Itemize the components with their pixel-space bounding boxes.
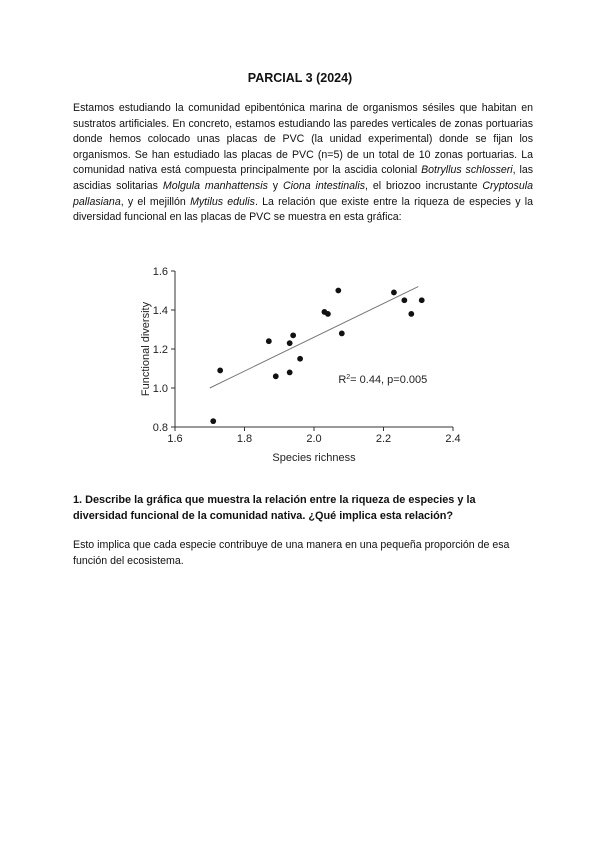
answer-1: Esto implica que cada especie contribuye de una manera en una pequeña proporción de esa función del ecosistema. bbox=[73, 539, 510, 567]
data-point bbox=[419, 297, 425, 303]
annotation-stats: = 0.44, p=0.005 bbox=[350, 374, 428, 387]
data-point bbox=[335, 288, 341, 294]
data-point bbox=[210, 418, 216, 424]
intro-text-5: , y el mejillón bbox=[120, 195, 191, 208]
chart-points bbox=[210, 288, 424, 424]
intro-text-2: , las ascidias solitarias bbox=[73, 164, 534, 192]
data-point bbox=[290, 332, 296, 338]
data-point bbox=[401, 297, 407, 303]
annotation-sup: 2 bbox=[346, 374, 351, 382]
data-point bbox=[266, 338, 272, 344]
data-point bbox=[325, 311, 331, 317]
data-point bbox=[339, 331, 345, 337]
y-tick-label: 1.0 bbox=[152, 383, 168, 395]
page-title: PARCIAL 3 (2024) bbox=[247, 71, 353, 85]
chart-ticks bbox=[153, 266, 461, 445]
chart-axes bbox=[175, 271, 453, 427]
species-name: Ciona intestinalis bbox=[282, 179, 366, 192]
species-name: Molgula manhattensis bbox=[162, 179, 268, 192]
intro-text-6: . La relación que existe entre la riqueza de especies y la diversidad funcional en las placas de PVC se muestra en esta gráfica: bbox=[73, 195, 533, 224]
x-tick-label: 2.4 bbox=[445, 433, 461, 445]
intro-paragraph bbox=[73, 101, 533, 226]
data-point bbox=[391, 290, 397, 296]
data-point bbox=[273, 373, 279, 379]
chart-trendline-group bbox=[210, 287, 419, 388]
scatter-chart bbox=[140, 258, 470, 473]
x-tick-label: 1.8 bbox=[236, 433, 253, 445]
species-name: Cryptosula pallasiana bbox=[73, 179, 534, 208]
data-point bbox=[287, 370, 293, 376]
x-tick-label: 2.0 bbox=[306, 433, 322, 445]
y-tick-label: 1.2 bbox=[152, 344, 168, 356]
y-axis-label: Functional diversity bbox=[140, 301, 152, 397]
x-axis-label: Species richness bbox=[272, 452, 356, 464]
y-tick-label: 1.4 bbox=[152, 305, 168, 317]
data-point bbox=[287, 340, 293, 346]
data-point bbox=[217, 368, 223, 374]
chart-annotation bbox=[338, 374, 427, 386]
data-point bbox=[408, 311, 414, 317]
question-1: 1. Describe la gráfica que muestra la relación entre la riqueza de especies y la diversidad funcional de la comunidad nativa. ¿Qué implica esta relación? bbox=[73, 494, 476, 522]
x-tick-label: 1.6 bbox=[167, 433, 183, 445]
annotation-r: R bbox=[338, 374, 347, 387]
x-tick-label: 2.2 bbox=[375, 433, 392, 445]
species-name: Mytilus edulis bbox=[190, 195, 255, 208]
intro-text-1: Estamos estudiando la comunidad epibentónica marina de organismos sésiles que habitan en sustratos artificiales. En concreto, estamos estudiando las paredes verticales de zonas portuarias donde hemos colocado unas placas de PVC (la unidad experimental) donde se fijan los organismos. Se han estudiado las placas de PVC (n=5) de un total de 10 zonas portuarias. La comunidad nativa está compuesta principalmente por la ascidia colonial bbox=[73, 102, 533, 177]
trendline bbox=[210, 287, 419, 388]
y-tick-label: 0.8 bbox=[152, 422, 168, 434]
data-point bbox=[297, 356, 303, 362]
species-name: Botryllus schlosseri bbox=[421, 164, 513, 177]
intro-text-4: , el briozoo incrustante bbox=[365, 179, 483, 192]
y-tick-label: 1.6 bbox=[152, 266, 168, 278]
intro-text-3: y bbox=[267, 179, 283, 192]
